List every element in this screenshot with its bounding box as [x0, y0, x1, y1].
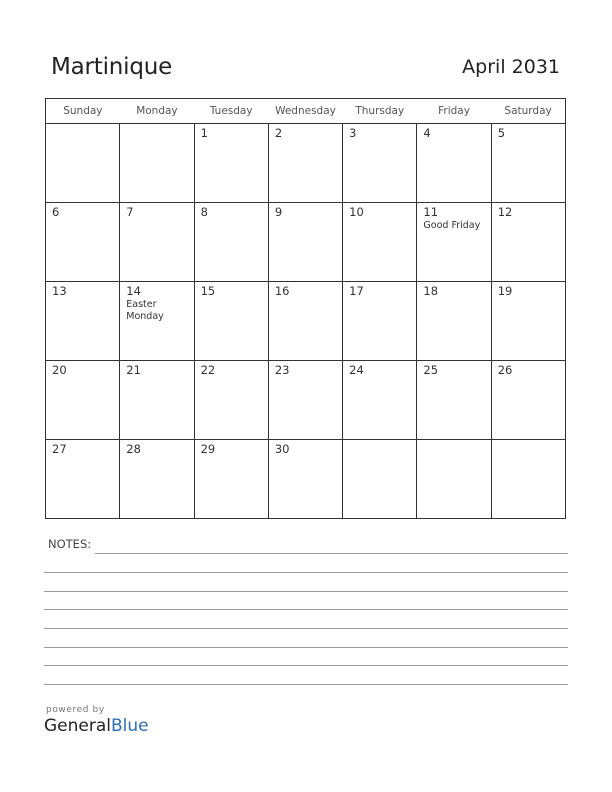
- day-number: 21: [126, 363, 141, 377]
- day-number: 12: [497, 205, 513, 219]
- weekday-saturday: Saturday: [491, 99, 565, 124]
- day-number: 11: [423, 205, 439, 219]
- day-cell: [343, 282, 417, 361]
- day-cell: [194, 203, 268, 282]
- weekday-header-row: [46, 99, 566, 124]
- day-cell: [268, 124, 342, 203]
- day-number: 18: [423, 284, 439, 298]
- day-cell: [194, 282, 268, 361]
- country-title: Martinique: [51, 54, 173, 80]
- day-number: 3: [349, 126, 357, 140]
- day-cell: [491, 124, 565, 203]
- day-cell: [343, 361, 417, 440]
- day-number: 23: [274, 363, 290, 377]
- day-cell: [491, 203, 565, 282]
- week-row: [46, 282, 566, 361]
- brand-logo: [44, 716, 149, 736]
- day-number: 24: [349, 363, 364, 377]
- day-number: 20: [52, 363, 67, 377]
- holiday-label: Easter Monday: [126, 299, 164, 322]
- day-cell: [120, 203, 194, 282]
- day-number: 19: [497, 284, 513, 298]
- notes-line: [44, 572, 568, 573]
- holiday-label: Good Friday: [423, 220, 481, 231]
- day-cell: [268, 361, 342, 440]
- day-number: 7: [126, 205, 134, 219]
- day-cell: [46, 440, 120, 519]
- day-cell: [417, 282, 491, 361]
- weekday-sunday: Sunday: [46, 99, 120, 124]
- day-number: 13: [52, 284, 67, 298]
- day-number: 22: [200, 363, 216, 377]
- notes-line: [95, 553, 568, 554]
- weekday-tuesday: Tuesday: [194, 99, 268, 124]
- day-cell: [417, 361, 491, 440]
- weekday-wednesday: Wednesday: [268, 99, 342, 124]
- day-number: 15: [200, 284, 216, 298]
- day-number: 17: [349, 284, 364, 298]
- week-row: [46, 440, 566, 519]
- day-cell: [194, 361, 268, 440]
- day-cell: [120, 282, 194, 361]
- day-number: 6: [52, 205, 60, 219]
- day-cell: [343, 203, 417, 282]
- day-cell: [417, 124, 491, 203]
- day-number: 30: [274, 442, 290, 456]
- notes-line: [44, 665, 568, 666]
- day-cell: [46, 124, 120, 203]
- day-number: 27: [52, 442, 67, 456]
- day-cell: [491, 440, 565, 519]
- notes-line: [44, 609, 568, 610]
- day-number: 16: [274, 284, 290, 298]
- day-number: 5: [497, 126, 506, 140]
- day-cell: [491, 282, 565, 361]
- day-number: 25: [423, 363, 439, 377]
- week-row: [46, 361, 566, 440]
- day-cell: [46, 361, 120, 440]
- day-cell: [46, 282, 120, 361]
- day-cell: [491, 361, 565, 440]
- day-cell: [46, 203, 120, 282]
- notes-line: [44, 647, 568, 648]
- day-cell: [194, 440, 268, 519]
- day-cell: [417, 440, 491, 519]
- day-cell: [194, 124, 268, 203]
- day-cell: [268, 203, 342, 282]
- day-number: 10: [349, 205, 364, 219]
- day-number: 4: [423, 126, 431, 140]
- calendar-grid: [45, 98, 566, 519]
- day-cell: [268, 440, 342, 519]
- brand-name-general: General: [44, 716, 111, 736]
- day-number: 9: [274, 205, 283, 219]
- week-row: [46, 203, 566, 282]
- weekday-thursday: Thursday: [343, 99, 417, 124]
- notes-line: [44, 591, 568, 592]
- day-number: 14: [126, 284, 141, 298]
- day-cell: [120, 361, 194, 440]
- day-number: 2: [274, 126, 283, 140]
- notes-label: NOTES:: [48, 537, 92, 551]
- weekday-monday: Monday: [120, 99, 194, 124]
- day-cell: [120, 124, 194, 203]
- weekday-friday: Friday: [417, 99, 491, 124]
- day-number: 8: [200, 205, 208, 219]
- day-cell: [343, 124, 417, 203]
- powered-by-label: powered by: [46, 705, 105, 715]
- month-year-title: April 2031: [462, 56, 560, 78]
- day-number: 26: [497, 363, 513, 377]
- day-cell: [343, 440, 417, 519]
- week-row: [46, 124, 566, 203]
- day-number: 28: [126, 442, 141, 456]
- notes-line: [44, 684, 568, 685]
- day-cell: [417, 203, 491, 282]
- day-number: 1: [200, 126, 208, 140]
- day-number: 29: [200, 442, 216, 456]
- day-cell: [268, 282, 342, 361]
- brand-name-blue: Blue: [111, 716, 149, 736]
- day-cell: [120, 440, 194, 519]
- notes-line: [44, 628, 568, 629]
